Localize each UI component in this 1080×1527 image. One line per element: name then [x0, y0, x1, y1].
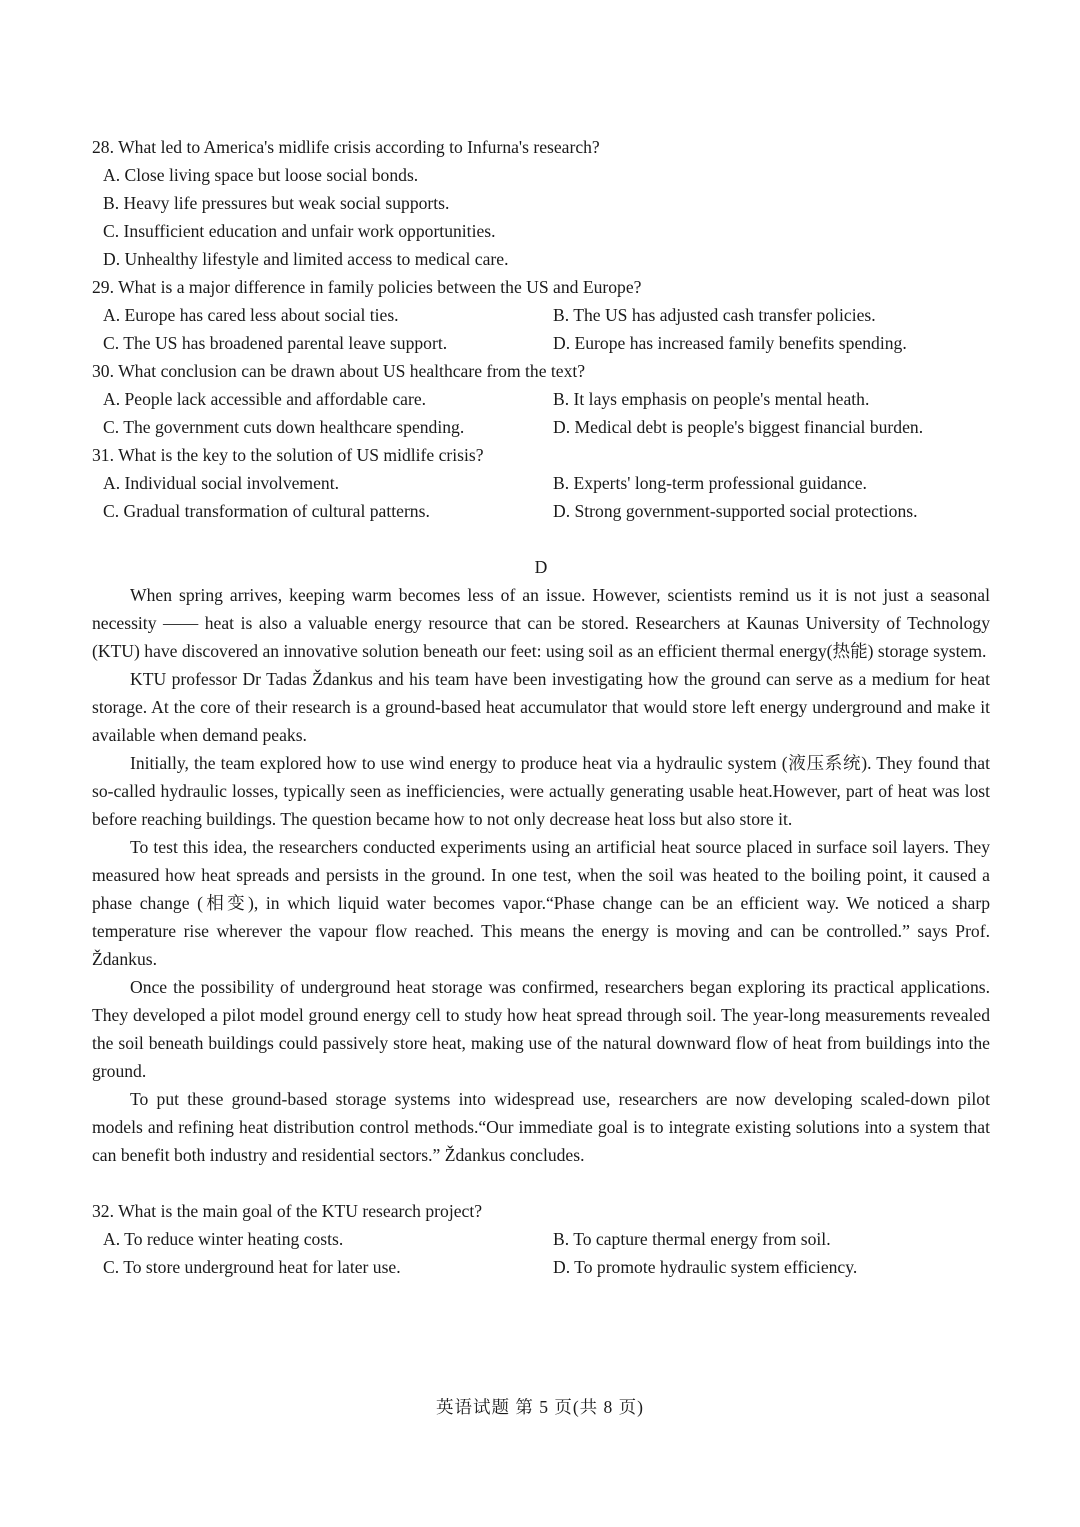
exam-page: [92, 133, 990, 1281]
question-28: 28. What led to America's midlife crisis according to Infurna's research?: [92, 137, 600, 157]
passage-paragraph-4: To test this idea, the researchers conducted experiments using an artificial heat source placed in surface soil layers. They measured how heat spreads and persists in the ground. In one test, when the soil was heated to the boiling point, it caused a phase change (相变), in which liquid water becomes vapor.“Phase change can be an efficient way. We noticed a sharp temperature rise wherever the vapour flow reached. This means the energy is moving and can be controlled.” says Prof. Ždankus.: [92, 837, 990, 969]
options-row: [92, 1225, 990, 1253]
options-row: [92, 385, 990, 413]
option-29d: D. Europe has increased family benefits spending.: [553, 333, 907, 353]
option-29c: C. The US has broadened parental leave support.: [103, 333, 448, 353]
passage-paragraph-1: When spring arrives, keeping warm becomes less of an issue. However, scientists remind us it is not just a seasonal necessity —— heat is also a valuable energy resource that can be stored. Researchers at Kaunas University of Technology (KTU) have discovered an innovative solution beneath our feet: using soil as an efficient thermal energy(热能) storage system.: [92, 585, 990, 661]
option-28b: B. Heavy life pressures but weak social supports.: [103, 193, 450, 213]
question-30: 30. What conclusion can be drawn about US healthcare from the text?: [92, 361, 586, 381]
question-32: 32. What is the main goal of the KTU research project?: [92, 1201, 483, 1221]
option-32d: D. To promote hydraulic system efficiency.: [553, 1257, 858, 1277]
option-32b: B. To capture thermal energy from soil.: [553, 1229, 831, 1249]
option-31b: B. Experts' long-term professional guidance.: [553, 473, 867, 493]
option-32c: C. To store underground heat for later use.: [103, 1257, 401, 1277]
question-29: 29. What is a major difference in family policies between the US and Europe?: [92, 277, 642, 297]
option-31d: D. Strong government-supported social protections.: [553, 501, 918, 521]
options-row: [92, 301, 990, 329]
options-row: [92, 497, 990, 525]
page-footer: 英语试题 第 5 页(共 8 页): [435, 1397, 645, 1417]
option-31c: C. Gradual transformation of cultural patterns.: [103, 501, 430, 521]
option-30b: B. It lays emphasis on people's mental heath.: [553, 389, 870, 409]
option-28a: A. Close living space but loose social bonds.: [103, 165, 419, 185]
options-row: [92, 1253, 990, 1281]
option-29b: B. The US has adjusted cash transfer policies.: [553, 305, 876, 325]
question-31: 31. What is the key to the solution of US midlife crisis?: [92, 445, 484, 465]
option-30a: A. People lack accessible and affordable care.: [103, 389, 427, 409]
option-28d: D. Unhealthy lifestyle and limited access to medical care.: [103, 249, 509, 269]
option-30c: C. The government cuts down healthcare spending.: [103, 417, 465, 437]
options-row: [92, 469, 990, 497]
options-row: [92, 413, 990, 441]
options-row: [92, 329, 990, 357]
option-31a: A. Individual social involvement.: [103, 473, 340, 493]
option-30d: D. Medical debt is people's biggest financial burden.: [553, 417, 924, 437]
passage-paragraph-6: To put these ground-based storage systems into widespread use, researchers are now developing scaled-down pilot models and refining heat distribution control methods.“Our immediate goal is to integrate existing solutions into a system that can benefit both industry and residential sectors.” Ždankus concludes.: [92, 1089, 990, 1165]
option-29a: A. Europe has cared less about social ties.: [103, 305, 399, 325]
spacer: [92, 1169, 990, 1197]
passage-paragraph-3: Initially, the team explored how to use wind energy to produce heat via a hydraulic system (液压系统). They found that so-called hydraulic losses, typically seen as inefficiencies, were actually generating usable heat.However, part of heat was lost before reaching buildings. The question became how to not only decrease heat loss but also store it.: [92, 753, 990, 829]
option-32a: A. To reduce winter heating costs.: [103, 1229, 344, 1249]
passage-paragraph-5: Once the possibility of underground heat storage was confirmed, researchers began exploring its practical applications. They developed a pilot model ground energy cell to study how heat spread through soil. The year-long measurements revealed the soil beneath buildings could passively store heat, making use of the natural downward flow of heat from buildings into the ground.: [92, 977, 990, 1081]
passage-paragraph-2: KTU professor Dr Tadas Ždankus and his team have been investigating how the ground can serve as a medium for heat storage. At the core of their research is a ground-based heat accumulator that would store left energy underground and make it available when demand peaks.: [92, 669, 990, 745]
option-28c: C. Insufficient education and unfair work opportunities.: [103, 221, 496, 241]
section-heading: D: [534, 557, 548, 577]
